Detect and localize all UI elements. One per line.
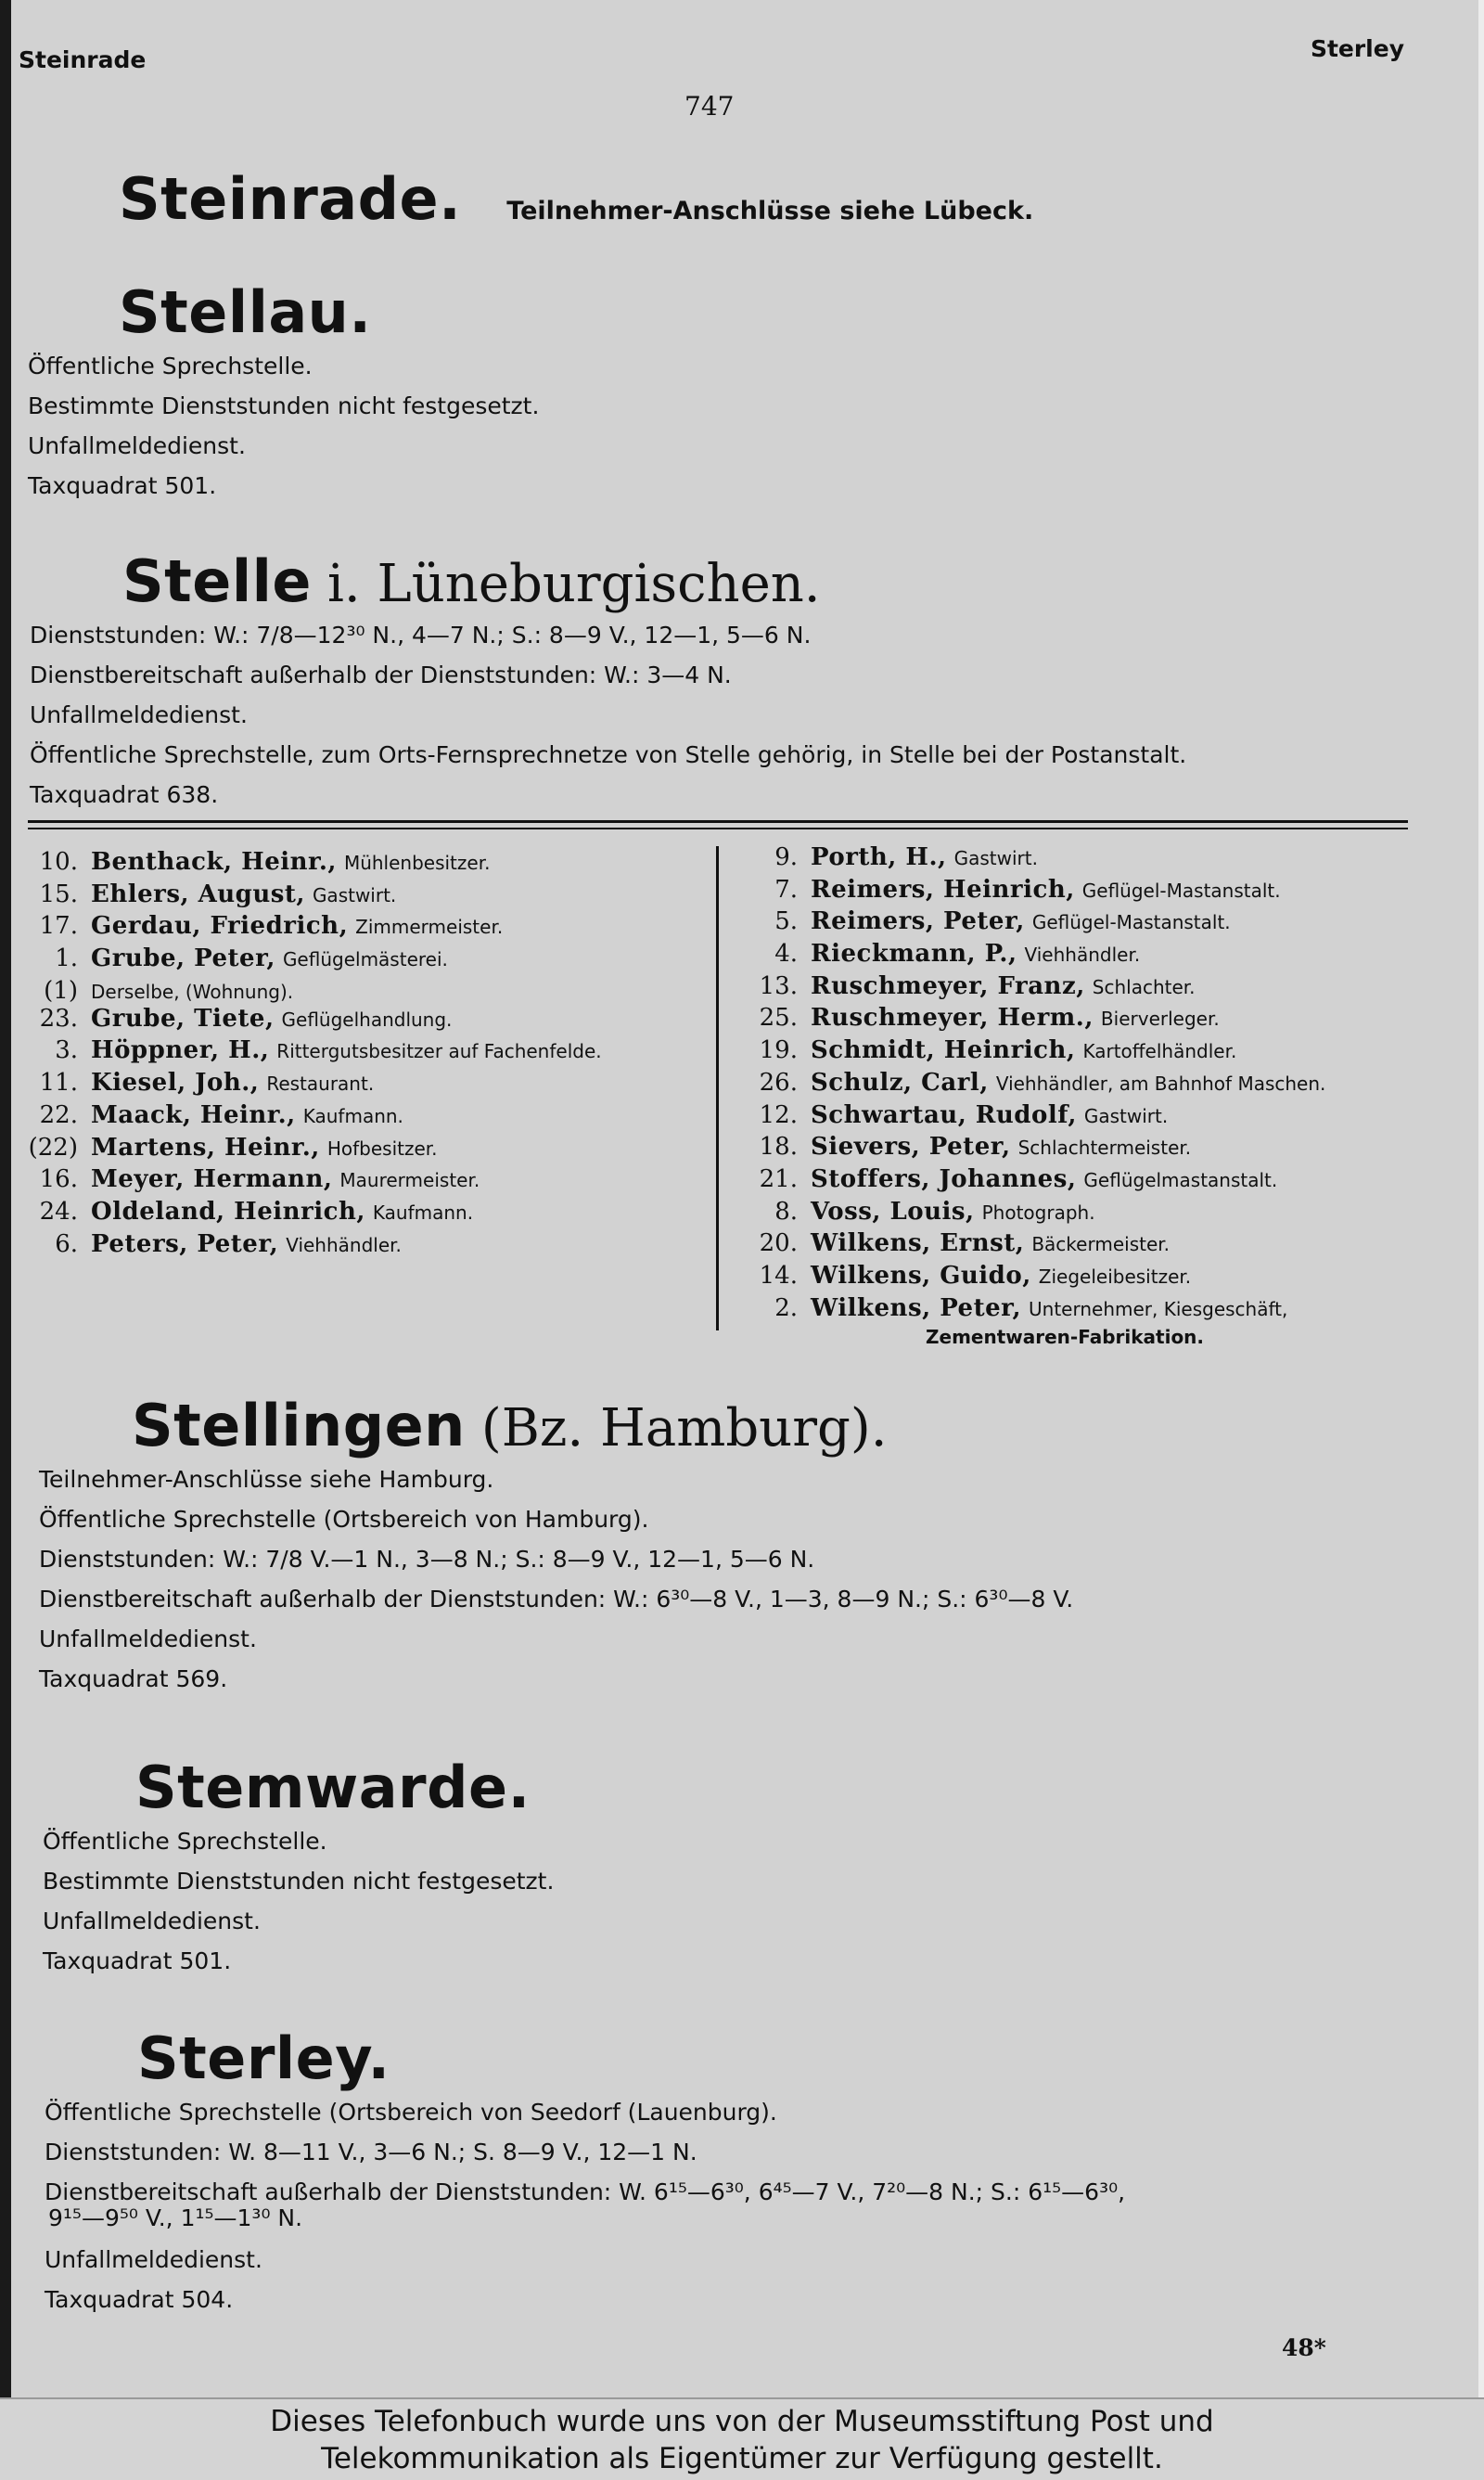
subscriber-occupation: Kaufmann.: [372, 1201, 474, 1224]
subscriber-number: 18.: [759, 1133, 798, 1162]
subscriber-entry: [733, 843, 1325, 876]
subscriber-occupation: Hofbesitzer.: [326, 1137, 438, 1160]
info-line: Öffentliche Sprechstelle.: [28, 353, 313, 379]
subscriber-occupation: Geflügel-Mastanstalt.: [1081, 879, 1281, 902]
subscriber-occupation: Unternehmer, Kiesgeschäft,: [1029, 1297, 1288, 1320]
info-line: 9¹⁵—9⁵⁰ V., 1¹⁵—1³⁰ N.: [48, 2204, 303, 2231]
running-header-left: Steinrade: [19, 46, 147, 73]
subscriber-name: Sievers, Peter,: [811, 1133, 1011, 1162]
subscriber-occupation: Mühlenbesitzer.: [343, 852, 491, 874]
subscriber-number: 23.: [39, 1004, 78, 1033]
subscriber-name: Porth, H.,: [811, 843, 947, 871]
subscriber-entry: [733, 1101, 1325, 1134]
subscriber-name: Stoffers, Johannes,: [811, 1164, 1077, 1193]
info-line: Öffentliche Sprechstelle (Ortsbereich von Seedorf (Lauenburg).: [45, 2099, 777, 2126]
subscriber-occupation: Viehhändler.: [1024, 944, 1141, 967]
subscriber-occupation: Gastwirt.: [1083, 1104, 1169, 1127]
subscriber-entry: [733, 1198, 1325, 1230]
subscriber-entry: [733, 1262, 1325, 1294]
subscriber-list-right: [733, 843, 1325, 1350]
section-title-rest: (Bz. Hamburg).: [480, 1398, 888, 1458]
section-stellingen: [39, 1392, 1073, 1699]
subscriber-number: 20.: [759, 1229, 798, 1258]
subscriber-entry: [13, 1101, 602, 1134]
subscriber-entry: [733, 1004, 1325, 1036]
section-sterley: [45, 2024, 1125, 2319]
section-title-rest: i. Lüneburgischen.: [327, 554, 821, 614]
subscriber-name: Wilkens, Ernst,: [811, 1229, 1025, 1258]
page-number: 747: [684, 91, 735, 122]
info-line: Unfallmeldedienst.: [45, 2246, 262, 2273]
section-steinrade: [119, 165, 1033, 233]
subscriber-name: Maack, Heinr.,: [91, 1100, 296, 1129]
info-line: Bestimmte Dienststunden nicht festgesetzt.: [43, 1868, 555, 1895]
subscriber-occupation: Photograph.: [981, 1201, 1095, 1224]
subscriber-name: Höppner, H.,: [91, 1036, 270, 1065]
subscriber-name: Schwartau, Rudolf,: [811, 1100, 1077, 1129]
subscriber-number: 22.: [39, 1100, 78, 1129]
subscriber-entry: [733, 1229, 1325, 1262]
subscriber-number: 16.: [39, 1165, 78, 1194]
subscriber-entry: [733, 1165, 1325, 1198]
info-line: Öffentliche Sprechstelle.: [43, 1828, 327, 1855]
subscriber-entry: [733, 1326, 1325, 1350]
subscriber-name: Ruschmeyer, Franz,: [811, 971, 1085, 1000]
subscriber-entry: [733, 940, 1325, 972]
subscriber-list-left: [13, 848, 602, 1262]
subscriber-number: 10.: [39, 848, 78, 876]
subscriber-occupation: Kartoffelhändler.: [1082, 1040, 1237, 1063]
info-line: Taxquadrat 638.: [30, 781, 219, 808]
subscriber-entry: [13, 880, 602, 913]
subscriber-entry: [13, 1134, 602, 1166]
info-line: Dienststunden: W.: 7/8—12³⁰ N., 4—7 N.; S.: 8—9 V., 12—1, 5—6 N.: [30, 622, 812, 649]
section-title: Stemwarde.: [135, 1754, 531, 1821]
subscriber-occupation: Rittergutsbesitzer auf Fachenfelde.: [276, 1040, 602, 1063]
page-signature: 48*: [1282, 2334, 1326, 2361]
info-line: Dienstbereitschaft außerhalb der Dienststunden: W. 6¹⁵—6³⁰, 6⁴⁵—7 V., 7²⁰—8 N.; S.: 6¹⁵—6³⁰,: [45, 2178, 1126, 2205]
subscriber-number: 5.: [774, 907, 798, 936]
section-stellau: [28, 278, 539, 506]
subscriber-number: 12.: [759, 1100, 798, 1129]
info-line: Dienstbereitschaft außerhalb der Dienststunden: W.: 3—4 N.: [30, 662, 732, 688]
subscriber-occupation: Zementwaren-Fabrikation.: [926, 1326, 1205, 1349]
subscriber-number: 21.: [759, 1164, 798, 1193]
subscriber-entry: [13, 977, 602, 1005]
subscriber-entry: [13, 1198, 602, 1230]
info-line: Unfallmeldedienst.: [30, 701, 248, 728]
subscriber-occupation: Schlachter.: [1092, 975, 1196, 998]
section-title: Stellingen: [132, 1392, 466, 1459]
subscriber-number: 6.: [55, 1229, 78, 1258]
subscriber-occupation: Geflügelmästerei.: [282, 948, 448, 971]
subscriber-entry: [13, 912, 602, 944]
subscriber-number: 24.: [39, 1197, 78, 1226]
subscriber-name: Ruschmeyer, Herm.,: [811, 1004, 1094, 1033]
subscriber-name: Wilkens, Peter,: [811, 1293, 1022, 1322]
subscriber-name: Kiesel, Joh.,: [91, 1069, 260, 1098]
info-line: Öffentliche Sprechstelle (Ortsbereich von Hamburg).: [39, 1506, 649, 1533]
subscriber-entry: [13, 1230, 602, 1263]
subscriber-entry: [13, 944, 602, 977]
subscriber-entry: [733, 972, 1325, 1005]
info-line: Unfallmeldedienst.: [39, 1625, 257, 1652]
subscriber-occupation: Geflügelmastanstalt.: [1083, 1168, 1278, 1191]
subscriber-entry: [13, 848, 602, 880]
double-rule-bottom: [28, 828, 1408, 829]
book-spine-edge: [0, 0, 11, 2397]
subscriber-entry: [13, 1165, 602, 1198]
section-title: Stelle: [122, 547, 312, 615]
subscriber-entry: [13, 1069, 602, 1101]
subscriber-name: Ehlers, August,: [91, 880, 305, 908]
info-line: Teilnehmer-Anschlüsse siehe Hamburg.: [39, 1466, 494, 1493]
subscriber-name: Grube, Peter,: [91, 944, 275, 973]
subscriber-name: Schmidt, Heinrich,: [811, 1036, 1076, 1065]
subscriber-occupation: Viehhändler, am Bahnhof Maschen.: [995, 1072, 1326, 1095]
subscriber-occupation: Kaufmann.: [302, 1104, 403, 1127]
subscriber-occupation: Zimmermeister.: [355, 916, 504, 939]
subscriber-entry: [733, 907, 1325, 940]
section-title: Stellau.: [119, 278, 372, 346]
section-stelle: [30, 547, 1186, 815]
subscriber-number: 1.: [55, 944, 78, 973]
subscriber-occupation: Ziegeleibesitzer.: [1038, 1265, 1192, 1288]
subscriber-name: Reimers, Heinrich,: [811, 875, 1075, 904]
subscriber-number: 3.: [55, 1036, 78, 1065]
column-divider: [716, 846, 719, 1330]
section-title: Sterley.: [137, 2024, 390, 2092]
subscriber-number: 4.: [774, 940, 798, 969]
subscriber-name: Martens, Heinr.,: [91, 1133, 320, 1162]
subscriber-number: 9.: [774, 843, 798, 871]
subscriber-number: 17.: [39, 912, 78, 941]
subscriber-number: 11.: [39, 1069, 78, 1098]
subscriber-name: Derselbe, (Wohnung).: [91, 980, 294, 1003]
subscriber-name: Voss, Louis,: [811, 1197, 975, 1226]
info-line: Unfallmeldedienst.: [43, 1908, 261, 1934]
subscriber-name: Grube, Tiete,: [91, 1004, 275, 1033]
info-line: Taxquadrat 501.: [28, 472, 217, 499]
subscriber-number: 7.: [774, 875, 798, 904]
info-line: Taxquadrat 501.: [43, 1947, 232, 1974]
subscriber-occupation: Gastwirt.: [953, 847, 1038, 869]
info-line: Öffentliche Sprechstelle, zum Orts-Fernsprechnetze von Stelle gehörig, in Stelle bei der Postanstalt.: [30, 741, 1187, 768]
subscriber-name: Wilkens, Guido,: [811, 1261, 1031, 1290]
ownership-footer: [0, 2397, 1484, 2480]
subscriber-occupation: Gastwirt.: [312, 883, 397, 906]
subscriber-entry: [733, 1069, 1325, 1101]
info-line: Taxquadrat 504.: [45, 2286, 234, 2313]
subscriber-occupation: Restaurant.: [266, 1073, 375, 1096]
subscriber-number: 15.: [39, 880, 78, 908]
subscriber-number: 8.: [774, 1197, 798, 1226]
section-note: Teilnehmer-Anschlüsse siehe Lübeck.: [506, 197, 1034, 225]
subscriber-entry: [13, 1036, 602, 1069]
info-line: Dienststunden: W. 8—11 V., 3—6 N.; S. 8—9 V., 12—1 N.: [45, 2139, 697, 2165]
subscriber-number: (1): [44, 976, 78, 1005]
subscriber-occupation: Maurermeister.: [339, 1169, 480, 1192]
subscriber-number: 25.: [759, 1004, 798, 1033]
footer-line: Dieses Telefonbuch wurde uns von der Museumsstiftung Post und: [270, 2405, 1214, 2438]
subscriber-name: Gerdau, Friedrich,: [91, 912, 349, 941]
subscriber-name: Meyer, Hermann,: [91, 1165, 333, 1194]
info-line: Taxquadrat 569.: [39, 1665, 228, 1692]
subscriber-name: Reimers, Peter,: [811, 907, 1025, 936]
info-line: Dienstbereitschaft außerhalb der Dienststunden: W.: 6³⁰—8 V., 1—3, 8—9 N.; S.: 6³⁰—8 V.: [39, 1586, 1074, 1613]
section-title: Steinrade.: [119, 165, 462, 233]
subscriber-occupation: Bierverleger.: [1100, 1008, 1220, 1031]
subscriber-entry: [733, 1294, 1325, 1327]
info-line: Dienststunden: W.: 7/8 V.—1 N., 3—8 N.; S.: 8—9 V., 12—1, 5—6 N.: [39, 1546, 815, 1573]
subscriber-occupation: Geflügel-Mastanstalt.: [1031, 911, 1231, 934]
subscriber-number: 2.: [774, 1293, 798, 1322]
section-stemwarde: [43, 1754, 554, 1981]
footer-line: Telekommunikation als Eigentümer zur Verfügung gestellt.: [321, 2442, 1163, 2475]
subscriber-name: Oldeland, Heinrich,: [91, 1197, 365, 1226]
subscriber-entry: [733, 876, 1325, 908]
running-header-right: Sterley: [1310, 35, 1404, 62]
subscriber-number: 19.: [759, 1036, 798, 1065]
info-line: Bestimmte Dienststunden nicht festgesetzt.: [28, 392, 540, 419]
subscriber-name: Benthack, Heinr.,: [91, 848, 337, 876]
double-rule-top: [28, 820, 1408, 823]
subscriber-entry: [733, 1133, 1325, 1165]
page-edge: [1478, 0, 1484, 2397]
subscriber-name: Peters, Peter,: [91, 1229, 279, 1258]
subscriber-occupation: Geflügelhandlung.: [281, 1008, 453, 1031]
subscriber-entry: [13, 1005, 602, 1037]
subscriber-entry: [733, 1036, 1325, 1069]
subscriber-number: 26.: [759, 1068, 798, 1097]
info-line: Unfallmeldedienst.: [28, 432, 246, 459]
subscriber-occupation: Schlachtermeister.: [1017, 1137, 1192, 1160]
subscriber-number: 14.: [759, 1261, 798, 1290]
subscriber-number: (22): [28, 1133, 78, 1162]
subscriber-occupation: Bäckermeister.: [1031, 1233, 1170, 1256]
subscriber-occupation: Viehhändler.: [286, 1233, 402, 1256]
subscriber-number: 13.: [759, 971, 798, 1000]
subscriber-name: Schulz, Carl,: [811, 1068, 989, 1097]
subscriber-name: Rieckmann, P.,: [811, 940, 1017, 969]
